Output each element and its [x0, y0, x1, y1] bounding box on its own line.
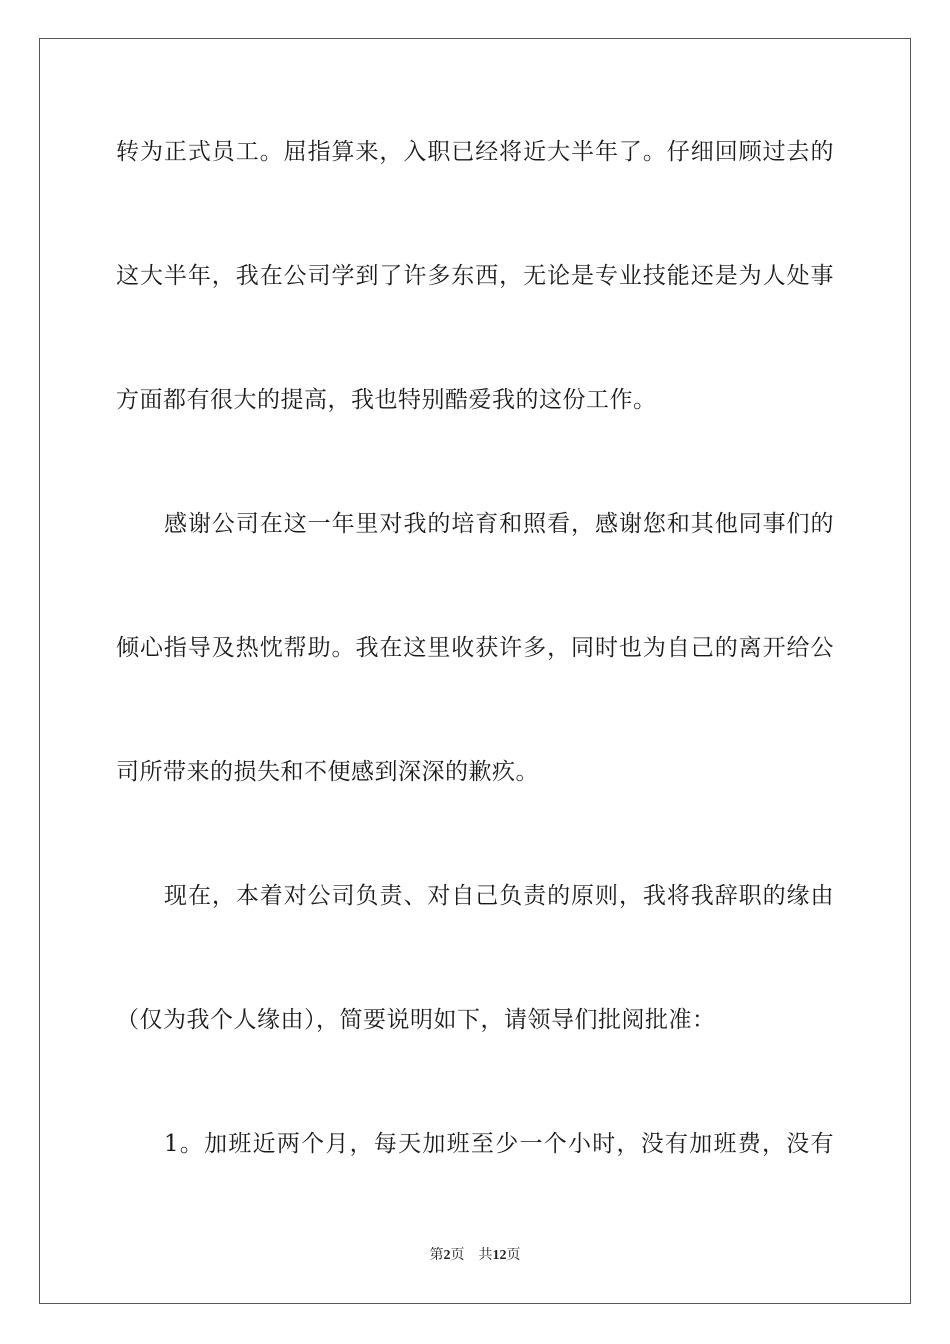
- footer-total-suffix: 页: [506, 1248, 521, 1263]
- footer-page-suffix: 页: [450, 1248, 465, 1263]
- text-line-8: （仅为我个人缘由），简要说明如下，请领导们批阅批准：: [116, 1007, 716, 1033]
- footer-page-prefix: 第: [429, 1248, 444, 1263]
- text-line-7: 现在，本着对公司负责、对自己负责的原则，我将我辞职的缘由: [164, 883, 834, 909]
- footer-page-number: 2: [443, 1248, 451, 1263]
- page-border: [39, 38, 911, 1304]
- text-line-5: 倾心指导及热忱帮助。我在这里收获许多，同时也为自己的离开给公: [116, 635, 834, 661]
- text-line-6: 司所带来的损失和不便感到深深的歉疚。: [116, 759, 539, 785]
- text-line-1: 转为正式员工。屈指算来，入职已经将近大半年了。仔细回顾过去的: [116, 139, 834, 165]
- text-line-3: 方面都有很大的提高，我也特别酷爱我的这份工作。: [116, 387, 657, 413]
- text-line-2: 这大半年，我在公司学到了许多东西，无论是专业技能还是为人处事: [116, 263, 834, 289]
- footer-total-prefix: 共: [478, 1248, 493, 1263]
- footer-total-number: 12: [492, 1248, 507, 1263]
- text-line-9: 1。加班近两个月，每天加班至少一个小时，没有加班费，没有: [164, 1131, 834, 1157]
- page-footer: [0, 1247, 950, 1265]
- text-line-4: 感谢公司在这一年里对我的培育和照看，感谢您和其他同事们的: [164, 511, 834, 537]
